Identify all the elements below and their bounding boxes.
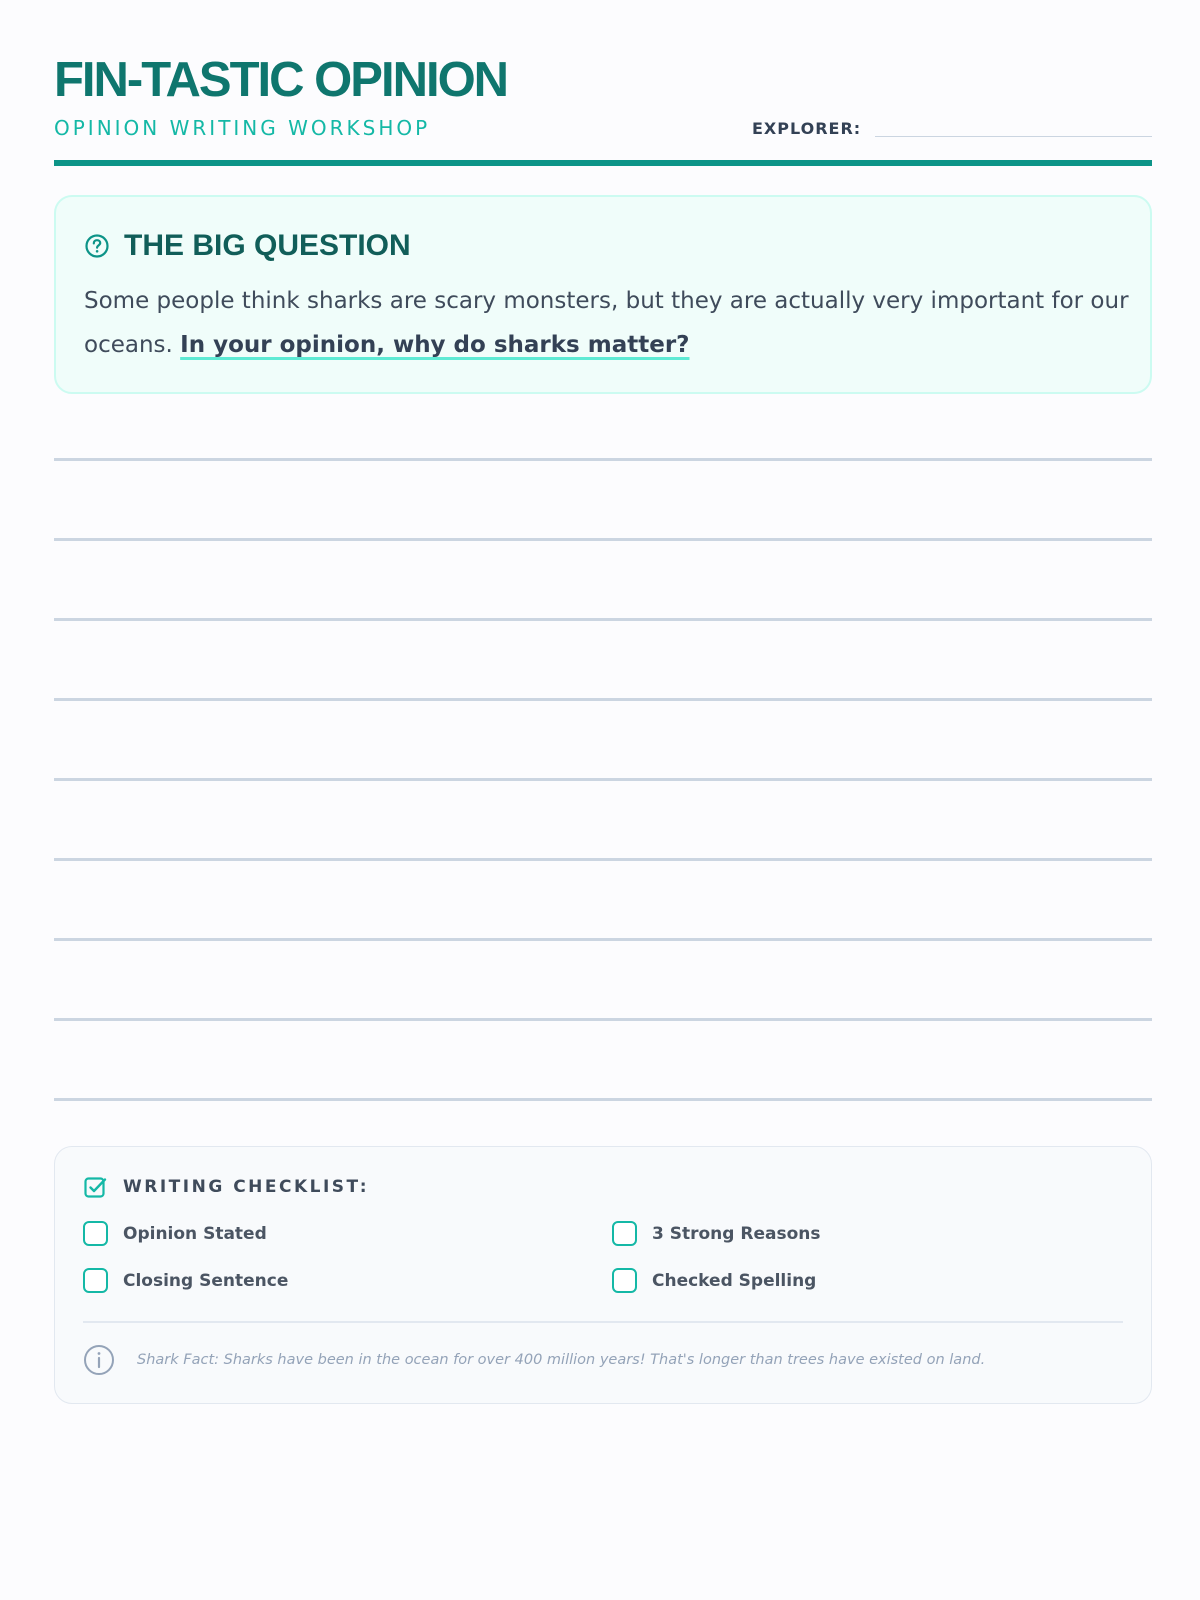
checkbox[interactable] bbox=[83, 1268, 108, 1293]
checklist-item-opinion-stated[interactable] bbox=[83, 1221, 267, 1246]
worksheet-header bbox=[54, 0, 1152, 168]
big-question-heading: THE BIG QUESTION bbox=[124, 229, 411, 262]
checklist-divider bbox=[83, 1321, 1123, 1323]
writing-line[interactable] bbox=[54, 858, 1152, 861]
writing-line[interactable] bbox=[54, 1098, 1152, 1101]
worksheet-page bbox=[54, 0, 1152, 1368]
checklist-item-strong-reasons[interactable] bbox=[612, 1221, 820, 1246]
checklist-item-label: Closing Sentence bbox=[123, 1270, 289, 1291]
checklist-item-label: Checked Spelling bbox=[652, 1270, 817, 1291]
explorer-name-field[interactable] bbox=[752, 121, 1152, 137]
explorer-name-line[interactable] bbox=[875, 123, 1152, 137]
shark-fact-text: Shark Fact: Sharks have been in the ocean for over 400 million years! That's longer than trees have existed on land. bbox=[137, 1352, 986, 1368]
big-question-prompt: In your opinion, why do sharks matter? bbox=[180, 332, 690, 358]
question-circle-icon bbox=[84, 233, 110, 259]
big-question-card bbox=[54, 195, 1152, 394]
checklist-item-label: 3 Strong Reasons bbox=[652, 1223, 821, 1244]
checkbox[interactable] bbox=[612, 1221, 637, 1246]
big-question-text bbox=[84, 279, 1134, 367]
checkbox[interactable] bbox=[83, 1221, 108, 1246]
writing-checklist-card bbox=[54, 1146, 1152, 1404]
checkbox-check-icon bbox=[83, 1175, 107, 1199]
checklist-item-checked-spelling[interactable] bbox=[612, 1268, 816, 1293]
worksheet-subtitle: OPINION WRITING WORKSHOP bbox=[54, 116, 431, 140]
writing-line[interactable] bbox=[54, 778, 1152, 781]
writing-line[interactable] bbox=[54, 698, 1152, 701]
checklist-item-label: Opinion Stated bbox=[123, 1223, 267, 1244]
checklist-item-closing-sentence[interactable] bbox=[83, 1268, 288, 1293]
checkbox[interactable] bbox=[612, 1268, 637, 1293]
writing-line[interactable] bbox=[54, 1018, 1152, 1021]
writing-line[interactable] bbox=[54, 938, 1152, 941]
writing-line[interactable] bbox=[54, 458, 1152, 461]
shark-fact bbox=[83, 1344, 985, 1376]
big-question-header bbox=[84, 231, 1122, 261]
checklist-header bbox=[83, 1175, 369, 1199]
worksheet-title: FIN-TASTIC OPINION bbox=[54, 53, 508, 107]
writing-line[interactable] bbox=[54, 618, 1152, 621]
info-circle-icon bbox=[83, 1344, 115, 1376]
big-question-lead: Some people think sharks are scary monsters, but they are actually very important for our oceans. bbox=[84, 288, 1129, 358]
header-divider bbox=[54, 160, 1152, 166]
checklist-heading: WRITING CHECKLIST: bbox=[123, 1177, 370, 1197]
writing-line[interactable] bbox=[54, 538, 1152, 541]
explorer-label: EXPLORER: bbox=[752, 119, 862, 138]
